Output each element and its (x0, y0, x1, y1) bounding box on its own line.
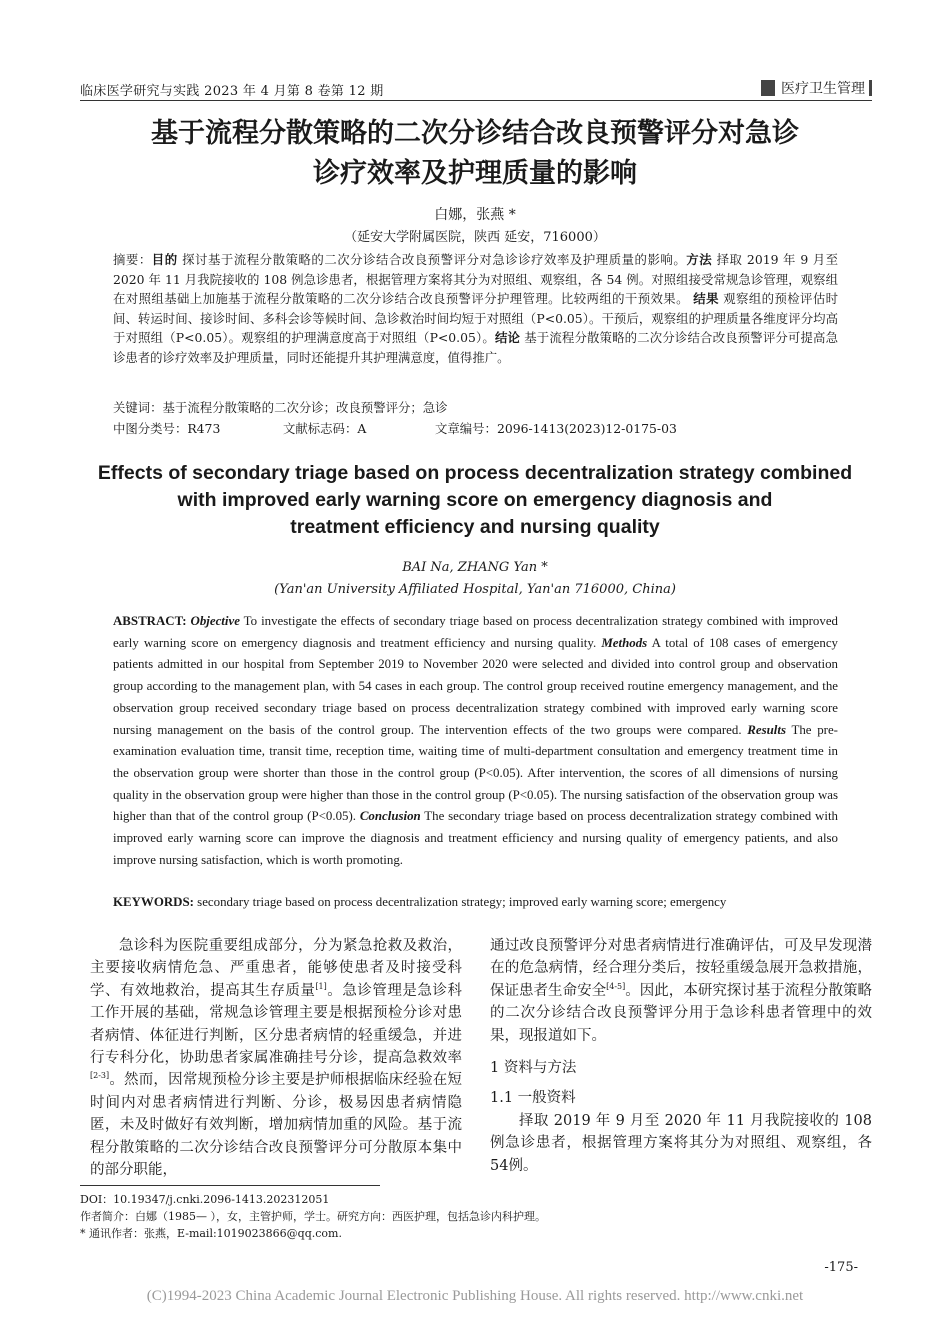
en-authors: BAI Na, ZHANG Yan * (402, 560, 548, 575)
en-results: The pre-examination evaluation time, transit time, reception time, waiting time of multi-department consultation and emergency treatment time in the observation group were shorter than those in the control group (P<0.05). After intervention, the scores of all dimensions of nursing quality in the observation group were higher than those in the control group (P<0.05). The nursing satisfaction of the observation group was higher than that of the control group (P<0.05). (113, 722, 838, 824)
citation-ref: [1] (315, 981, 327, 991)
cn-abstract (113, 250, 838, 367)
en-conclusion: The secondary triage based on process decentralization strategy combined with improved early warning score can improve the diagnosis and treatment efficiency and nursing quality of emergency patients, and also improve nursing satisfaction, which is worth promoting. (113, 809, 838, 867)
section-heading-1: 1 资料与方法 (490, 1060, 577, 1077)
footnote-rule (80, 1185, 380, 1186)
body-left-column (90, 935, 462, 1181)
cn-affiliation: （延安大学附属医院，陕西 延安，716000） (344, 230, 606, 245)
citation-ref: [2-3] (90, 1071, 110, 1081)
header-rule (80, 100, 872, 101)
author-bio: 作者简介：白娜（1985— ），女，主管护师，学士。研究方向：西医护理，包括急诊内科护理。 (80, 1210, 546, 1223)
en-keywords (113, 895, 838, 910)
en-methods-label: Methods (601, 635, 648, 650)
en-conclusion-label: Conclusion (359, 809, 421, 824)
doi: DOI：10.19347/j.cnki.2096-1413.202312051 (80, 1193, 330, 1206)
body-text: 通过改良预警评分对患者病情进行准确评估，可及早发现潜在的危急病情，经合理分类后，按轻重缓急展开急救措施，保证患者生命安全 (490, 938, 872, 999)
cn-title (60, 114, 890, 194)
cn-conclusion-label: 结论 (494, 330, 521, 345)
en-objective: To investigate the effects of secondary triage based on process decentralization strategy combined with improved early warning score on emergency diagnosis and treatment efficiency and nursing quality. (113, 614, 838, 650)
en-keywords-label: KEYWORDS: (113, 895, 194, 909)
en-objective-label: Objective (190, 614, 240, 628)
body-text: 。因此，本研究探讨基于流程分散策略的二次分诊结合改良预警评分用于急诊科患者管理中的效果，现报道如下。 (490, 982, 873, 1044)
body-paragraph (490, 935, 872, 1047)
en-title-line2: with improved early warning score on emergency diagnosis and (177, 489, 773, 511)
section-heading-1-1: 1.1 一般资料 (490, 1090, 576, 1107)
cn-results-label: 结果 (693, 291, 719, 306)
footnotes (80, 1191, 860, 1242)
en-title-line1: Effects of secondary triage based on process decentralization strategy combined (97, 462, 853, 484)
section-label: 医疗卫生管理 (781, 81, 865, 97)
cn-abstract-label: 摘要： (113, 252, 152, 267)
cn-conclusion: 基于流程分散策略的二次分诊结合改良预警评分可提高急诊患者的诊疗效率及护理质量，同时还能提升其护理满意度，值得推广。 (113, 330, 839, 365)
cn-methods-label: 方法 (686, 252, 713, 267)
body-paragraph (90, 935, 462, 1181)
cn-authors: 白娜，张燕 * (434, 207, 516, 223)
en-affiliation: (Yan'an University Affiliated Hospital, Yan'an 716000, China) (274, 582, 676, 597)
en-methods: A total of 108 cases of emergency patients admitted in our hospital from September 2019 to November 2020 were selected and divided into control group and observation group according to the management plan, with 54 cases in each group. The control group received routine emergency management, and the observation group received secondary triage based on process decentralization strategy combined with improved early warning score nursing management on the basis of the control group. The intervention effects of the two groups were compared. (113, 635, 838, 737)
cn-title-line1: 基于流程分散策略的二次分诊结合改良预警评分对急诊 (151, 118, 799, 149)
journal-header: 临床医学研究与实践 2023 年 4 月第 8 卷第 12 期 (80, 84, 384, 99)
body-text: 。急诊管理是急诊科工作开展的基础，常规急诊管理主要是根据预检分诊对患者病情、体征进行判断，区分患者病情的轻重缓急，并进行专科分化，协助患者家属准确挂号分诊，提高急救效率 (90, 982, 463, 1067)
en-results-label: Results (747, 722, 786, 737)
copyright-footer: (C)1994-2023 China Academic Journal Electronic Publishing House. All rights reserved. http://www.cnki.net (146, 1288, 804, 1304)
en-title-line3: treatment efficiency and nursing quality (290, 516, 660, 538)
cn-objective: 探讨基于流程分散策略的二次分诊结合改良预警评分对急诊诊疗效率及护理质量的影响。 (182, 252, 687, 267)
article-number: 文章编号：2096-1413(2023)12-0175-03 (435, 421, 677, 436)
cn-title-line2: 诊疗效率及护理质量的影响 (313, 158, 637, 189)
en-keywords-text: secondary triage based on process decentralization strategy; improved early warning score; emergency (197, 895, 727, 909)
body-text: 急诊科为医院重要组成部分，分为紧急抢救及救治，主要接收病情危急、严重患者，能够使患者及时接受科学、有效地救治，提高其生存质量 (90, 938, 462, 999)
corresponding-author: * 通讯作者：张燕，E-mail:1019023866@qq.com. (80, 1227, 342, 1240)
section-end-marker-icon (869, 80, 872, 96)
en-abstract-label: ABSTRACT: (113, 614, 187, 628)
cn-objective-label: 目的 (151, 252, 178, 267)
cn-classification (113, 419, 853, 437)
clc-number: 中图分类号：R473 (113, 421, 221, 436)
body-right-column (490, 935, 872, 1177)
citation-ref: [4-5] (606, 981, 626, 991)
document-code: 文献标志码：A (283, 421, 367, 436)
en-title (70, 460, 880, 541)
body-paragraph: 择取 2019 年 9 月至 2020 年 11 月我院接收的 108 例急诊患者，根据管理方案将其分为对照组、观察组，各 54例。 (490, 1112, 872, 1174)
page-number: -175- (824, 1260, 858, 1275)
cn-results: 观察组的预检评估时间、转运时间、接诊时间、多科会诊等候时间、急诊救治时间均短于对照组（P<0.05）。干预后，观察组的护理质量各维度评分均高于对照组（P<0.05）。观察组的护理满意度高于对照组（P<0.05）。 (113, 291, 839, 345)
cn-keywords: 关键词：基于流程分散策略的二次分诊；改良预警评分；急诊 (113, 400, 448, 415)
section-header (761, 78, 872, 98)
body-text: 。然而，因常规预检分诊主要是护师根据临床经验在短时间内对患者病情进行判断、分诊，极易因患者病情隐匿，未及时做好有效判断，增加病情加重的风险。基于流程分散策略的二次分诊结合改良预警评分可分散原本集中的部分职能， (90, 1072, 462, 1179)
cn-methods: 择取 2019 年 9 月至 2020 年 11 月我院接收的 108 例急诊患者，根据管理方案将其分为对照组、观察组，各 54 例。对照组接受常规急诊管理，观察组在对照组基础上加施基于流程分散策略的二次分诊结合改良预警评分护理管理。比较两组的干预效果。 (113, 252, 839, 306)
section-marker-icon (761, 80, 775, 96)
en-abstract (113, 611, 838, 871)
